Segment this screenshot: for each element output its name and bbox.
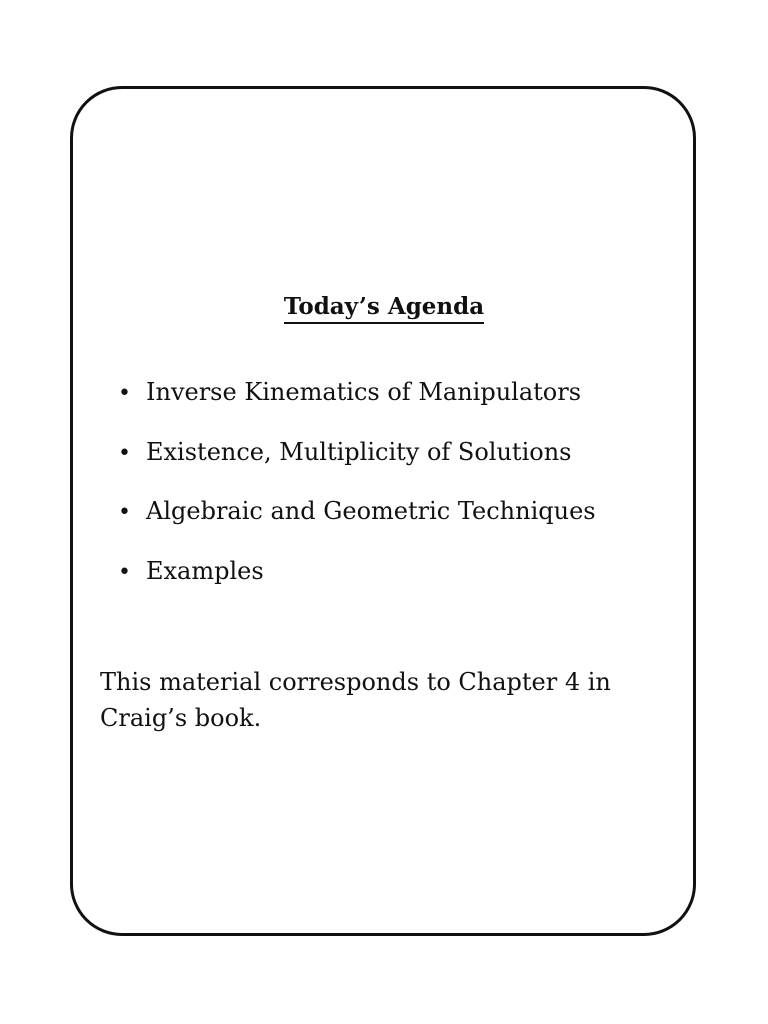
agenda-item-label: Existence, Multiplicity of Solutions (146, 437, 572, 466)
agenda-item (118, 434, 596, 494)
agenda-item-label: Algebraic and Geometric Techniques (146, 497, 596, 525)
agenda-item (118, 493, 596, 553)
slide-title (0, 292, 768, 322)
agenda-item (118, 374, 596, 434)
bullet-icon: • (118, 440, 131, 466)
agenda-list (118, 374, 596, 612)
agenda-item (118, 553, 596, 613)
bullet-icon: • (118, 381, 131, 406)
agenda-item-label: Inverse Kinematics of Manipulators (146, 378, 582, 406)
bullet-icon: • (118, 500, 131, 525)
slide-title-text: Today’s Agenda (284, 293, 484, 324)
agenda-item-label: Examples (146, 556, 264, 585)
bullet-icon: • (118, 559, 131, 585)
footnote-text: This material corresponds to Chapter 4 in Craig’s book. (100, 668, 611, 732)
